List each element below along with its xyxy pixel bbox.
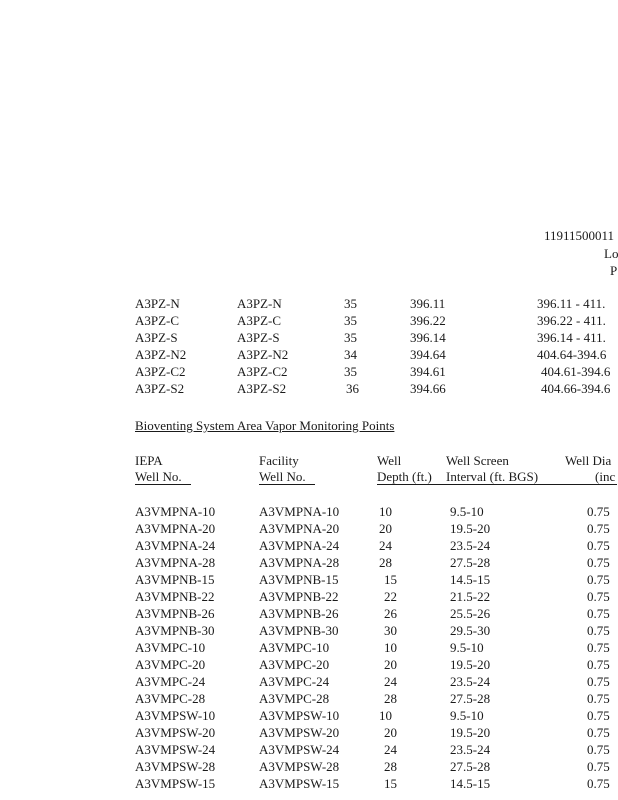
well-depth: 22 [384,589,397,604]
iepa-well-no: A3VMPSW-28 [135,759,216,774]
facility-well-no: A3VMPNB-26 [259,606,339,621]
elevation: 396.22 [410,313,446,328]
header-facility-well-no: Well No. [259,469,306,484]
well-depth: 28 [379,555,392,570]
screen-interval: 27.5-28 [450,691,491,706]
elevation: 396.14 [410,330,446,345]
well-diameter: 0.75 [587,555,610,570]
screen-interval: 23.5-24 [450,674,491,689]
elevation-range: 396.22 - 411. [537,313,606,328]
well-depth: 36 [346,381,359,396]
iepa-well-no: A3VMPC-20 [135,657,206,672]
header-screen-interval: Interval (ft. BGS) [446,469,539,484]
header-line-3: P [610,263,618,278]
iepa-well-no: A3VMPNA-20 [135,521,216,536]
well-depth: 20 [384,725,397,740]
facility-well-no: A3VMPSW-15 [259,776,340,791]
well-depth: 28 [384,691,397,706]
iepa-well-no: A3VMPC-10 [135,640,206,655]
iepa-well-no: A3VMPC-24 [135,674,206,689]
table-row [0,312,618,329]
table-row [0,656,618,673]
iepa-well-no: A3PZ-C2 [135,364,186,379]
table-row [0,537,618,554]
well-depth: 35 [344,313,357,328]
elevation-range: 404.61-394.6 [541,364,611,379]
facility-well-no: A3VMPNA-10 [259,504,340,519]
well-depth: 10 [379,504,392,519]
well-diameter: 0.75 [587,725,610,740]
iepa-well-no: A3VMPNB-30 [135,623,215,638]
well-diameter: 0.75 [587,759,610,774]
facility-well-no: A3VMPSW-28 [259,759,340,774]
header-well-screen: Well Screen [446,453,509,468]
screen-interval: 19.5-20 [450,521,491,536]
iepa-well-no: A3VMPSW-10 [135,708,216,723]
well-depth: 15 [384,776,397,791]
iepa-well-no: A3VMPNB-22 [135,589,215,604]
well-depth: 35 [344,296,357,311]
table-row [0,775,618,792]
well-diameter: 0.75 [587,776,610,791]
well-diameter: 0.75 [587,742,610,757]
screen-interval: 9.5-10 [450,640,484,655]
facility-well-no: A3VMPC-10 [259,640,330,655]
table-row [0,554,618,571]
table-row [0,503,618,520]
screen-interval: 14.5-15 [450,572,491,587]
well-depth: 24 [379,538,392,553]
table-row [0,380,618,397]
elevation-range: 404.66-394.6 [541,381,611,396]
header-line-2: Lo [604,246,618,261]
well-depth: 10 [379,708,392,723]
header-underline [135,484,191,485]
iepa-well-no: A3PZ-N2 [135,347,187,362]
table-row [0,588,618,605]
iepa-well-no: A3PZ-N [135,296,180,311]
well-depth: 34 [344,347,357,362]
table-row [0,758,618,775]
table-row [0,622,618,639]
well-diameter: 0.75 [587,589,610,604]
facility-well-no: A3PZ-C2 [237,364,288,379]
header-underline [377,484,617,485]
table-row [0,605,618,622]
well-depth: 30 [384,623,397,638]
well-depth: 20 [384,657,397,672]
header-well: Well [377,453,402,468]
facility-well-no: A3PZ-S [237,330,280,345]
screen-interval: 21.5-22 [450,589,491,604]
well-depth: 35 [344,364,357,379]
facility-well-no: A3PZ-N [237,296,282,311]
well-depth: 20 [379,521,392,536]
table-row [0,707,618,724]
header-facility: Facility [259,453,299,468]
table-row [0,724,618,741]
well-diameter: 0.75 [587,674,610,689]
iepa-well-no: A3VMPNB-26 [135,606,215,621]
well-diameter: 0.75 [587,691,610,706]
facility-well-no: A3VMPNA-28 [259,555,340,570]
table-row [0,741,618,758]
facility-well-no: A3VMPSW-20 [259,725,340,740]
screen-interval: 27.5-28 [450,759,491,774]
screen-interval: 29.5-30 [450,623,491,638]
facility-well-no: A3VMPC-28 [259,691,330,706]
table-row [0,346,618,363]
well-diameter: 0.75 [587,606,610,621]
well-diameter: 0.75 [587,572,610,587]
table-row [0,571,618,588]
iepa-well-no: A3PZ-S2 [135,381,185,396]
well-diameter: 0.75 [587,521,610,536]
screen-interval: 9.5-10 [450,504,484,519]
well-diameter: 0.75 [587,657,610,672]
iepa-well-no: A3PZ-C [135,313,180,328]
facility-well-no: A3VMPNA-20 [259,521,340,536]
screen-interval: 23.5-24 [450,538,491,553]
well-diameter: 0.75 [587,640,610,655]
iepa-well-no: A3PZ-S [135,330,178,345]
well-depth: 24 [384,742,397,757]
well-diameter: 0.75 [587,538,610,553]
document-id: 11911500011 [544,228,615,243]
table-row [0,329,618,346]
screen-interval: 19.5-20 [450,725,491,740]
well-depth: 15 [384,572,397,587]
facility-well-no: A3PZ-S2 [237,381,287,396]
iepa-well-no: A3VMPSW-20 [135,725,216,740]
facility-well-no: A3VMPNA-24 [259,538,340,553]
elevation: 394.61 [410,364,446,379]
well-depth: 28 [384,759,397,774]
facility-well-no: A3PZ-C [237,313,282,328]
well-diameter: 0.75 [587,623,610,638]
well-depth: 24 [384,674,397,689]
screen-interval: 25.5-26 [450,606,491,621]
header-diameter-unit: (inc [595,469,616,484]
iepa-well-no: A3VMPNB-15 [135,572,215,587]
header-well-depth: Depth (ft.) [377,469,432,484]
elevation-range: 404.64-394.6 [537,347,607,362]
facility-well-no: A3VMPNB-30 [259,623,339,638]
elevation-range: 396.14 - 411. [537,330,606,345]
facility-well-no: A3VMPC-20 [259,657,330,672]
facility-well-no: A3VMPNB-15 [259,572,339,587]
screen-interval: 19.5-20 [450,657,491,672]
well-depth: 35 [344,330,357,345]
elevation: 394.66 [410,381,446,396]
iepa-well-no: A3VMPC-28 [135,691,206,706]
header-underline [259,484,315,485]
screen-interval: 9.5-10 [450,708,484,723]
well-depth: 26 [384,606,397,621]
elevation: 396.11 [410,296,446,311]
header-iepa: IEPA [135,453,163,468]
facility-well-no: A3VMPSW-10 [259,708,340,723]
screen-interval: 27.5-28 [450,555,491,570]
table-row [0,520,618,537]
table-row [0,295,618,312]
elevation-range: 396.11 - 411. [537,296,606,311]
header-iepa-well-no: Well No. [135,469,182,484]
table-row [0,673,618,690]
facility-well-no: A3VMPC-24 [259,674,330,689]
screen-interval: 14.5-15 [450,776,491,791]
section-title: Bioventing System Area Vapor Monitoring Points [135,418,395,433]
facility-well-no: A3VMPNB-22 [259,589,339,604]
iepa-well-no: A3VMPSW-24 [135,742,216,757]
well-diameter: 0.75 [587,504,610,519]
table-row [0,363,618,380]
facility-well-no: A3VMPSW-24 [259,742,340,757]
header-well-diameter: Well Dia [565,453,612,468]
facility-well-no: A3PZ-N2 [237,347,289,362]
screen-interval: 23.5-24 [450,742,491,757]
well-diameter: 0.75 [587,708,610,723]
table-row [0,690,618,707]
elevation: 394.64 [410,347,446,362]
iepa-well-no: A3VMPSW-15 [135,776,216,791]
iepa-well-no: A3VMPNA-10 [135,504,216,519]
iepa-well-no: A3VMPNA-28 [135,555,216,570]
table-row [0,639,618,656]
well-depth: 10 [384,640,397,655]
iepa-well-no: A3VMPNA-24 [135,538,216,553]
